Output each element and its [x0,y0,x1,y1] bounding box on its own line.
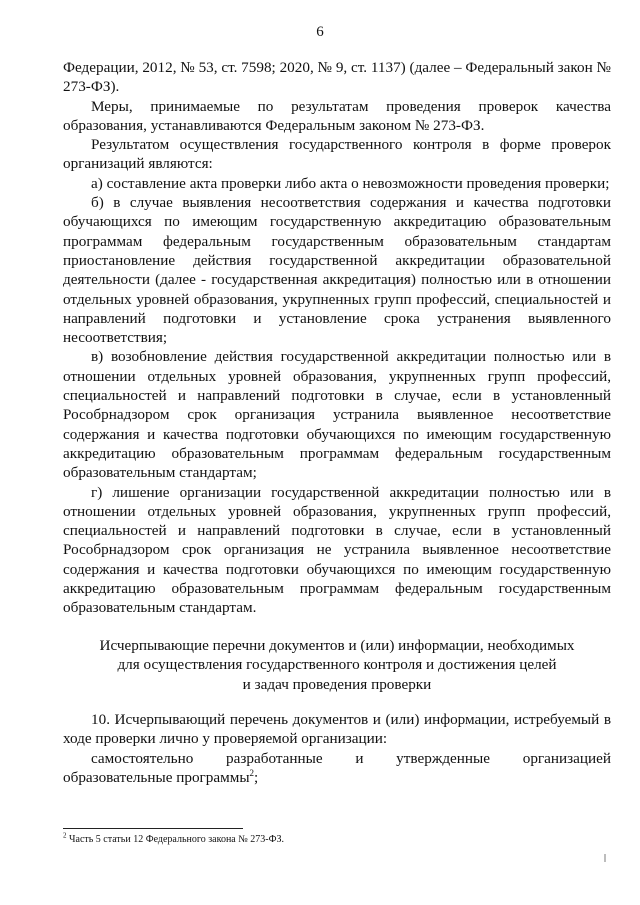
paragraph-programs-end [63,768,611,787]
footnote [63,831,285,846]
paragraph-item-a: а) составление акта проверки либо акта о невозможности проведения проверки; [91,174,610,192]
paragraph-item-g: г) лишение организации государственной аккредитации полностью или в отношении отдельных уровней образования, укрупненных групп профессий, специальностей и направлений подготовки в случае, если в установленный Рособрнадзором срок организация не устранила выявленное несоответствие содержания и качества подготовки обучающихся по имеющим государственную аккредитацию образовательным программам федеральным государственным образовательным стандартам. [63,483,611,617]
section-heading-line: для осуществления государственного контроля и достижения целей [117,656,557,674]
page-number: 6 [316,24,324,40]
footnote-mark: 2 [63,831,67,840]
footnote-reference[interactable]: 2 [249,767,255,778]
programs-end-punct: ; [254,769,259,786]
programs-end-text: образовательные программы [63,769,250,786]
paragraph-programs-line: самостоятельно разработанные и утвержденные организацией [91,749,611,767]
paragraph-item-v: в) возобновление действия государственной аккредитации полностью или в отношении отдельных уровней образования, укрупненных групп профессий, специальностей и направлений подготовки в случае, если в установленный Рособрнадзором срок организация устранила выявленное несоответствие содержания и качества подготовки обучающихся по имеющим государственную аккредитацию образовательным программам федеральным государственным образовательным стандартам; [63,348,611,482]
scan-artifact [604,854,606,862]
paragraph-item-10: 10. Исчерпывающий перечень документов и (или) информации, истребуемый в ходе проверки лично у проверяемой организации: [63,711,611,748]
paragraph-item-b: б) в случае выявления несоответствия содержания и качества подготовки обучающихся по имеющим государственную аккредитацию образовательным программам федеральным государственным образовательным стандартам приостановление действия государственной аккредитации образовательной деятельности (далее - государственная аккредитация) полностью или в отношении отдельных уровней образования, укрупненных групп профессий, специальностей и направлений подготовки и установление срока устранения выявленного несоответствия; [63,194,611,347]
footnote-divider [63,828,243,829]
footnote-text: Часть 5 статьи 12 Федерального закона № 273-ФЗ. [66,834,285,845]
section-heading-line: Исчерпывающие перечни документов и (или) информации, необходимых [99,636,575,654]
section-heading [63,636,611,695]
paragraph-results-intro: Результатом осуществления государственного контроля в форме проверок организаций являются: [63,136,611,173]
paragraph-law-reference: Федерации, 2012, № 53, ст. 7598; 2020, № 9, ст. 1137) (далее – Федеральный закон № 273-ФЗ). [63,59,612,96]
paragraph-measures: Меры, принимаемые по результатам проведения проверок качества образования, устанавливаются Федеральным законом № 273-ФЗ. [63,97,611,134]
section-heading-line: и задач проведения проверки [242,675,432,693]
body-text [63,58,611,787]
